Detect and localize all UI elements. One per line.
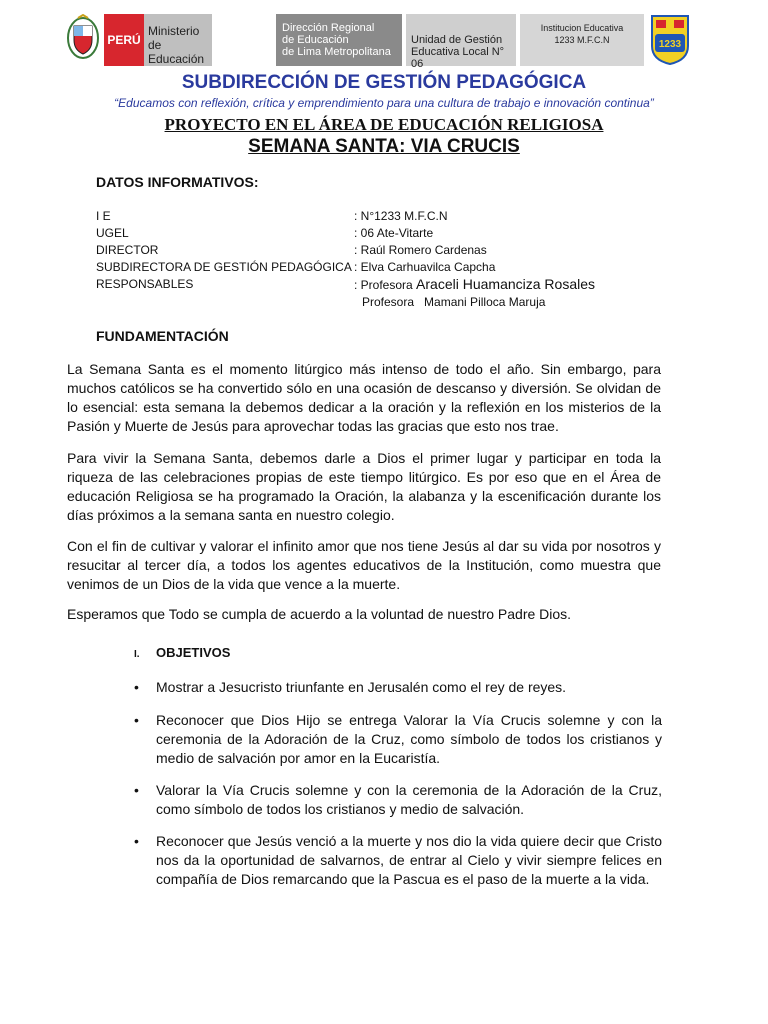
responsable-1-name: Araceli Huamanciza Rosales — [416, 276, 596, 292]
objetivos-heading — [134, 645, 230, 660]
paragraph: La Semana Santa es el momento litúrgico más intenso de todo el año. Sin embargo, para muchos católicos se ha convertido sólo en una ocasión de descanso y diversión. Se olvidan de lo esencial: esta semana la debemos dedicar a la oración y la reflexión en los misterios de la Pasión y Muerte de Jesús para aprovechar todas las gracias que esto nos trae. — [67, 361, 661, 434]
responsable-2-name: Mamani Pilloca Maruja — [424, 295, 546, 309]
bullet-icon: • — [134, 782, 139, 798]
header-banner — [66, 14, 702, 70]
datos-value: : Raúl Romero Cardenas — [354, 243, 487, 257]
badge-number: 1233 — [658, 39, 682, 50]
datos-row-subdirectora — [96, 259, 656, 276]
list-item-text: Reconocer que Dios Hijo se entrega Valorar la Vía Crucis solemne y con la ceremonia de la Adoración de la Cruz, como símbolo de todos los cristianos y medio de salvación por amor en la Eucaristía. — [156, 712, 662, 766]
paragraph: Con el fin de cultivar y valorar el infinito amor que nos tiene Jesús al dar su vida por nosotros y resucitar al tercer día, a todos los agentes educativos de la Institución, como muestra que venimos de un Dios de la vida que vence a la muerte. — [67, 538, 661, 592]
ministerio-logo — [104, 14, 212, 66]
list-item — [134, 781, 662, 821]
bullet-icon: • — [134, 833, 139, 849]
bullet-icon: • — [134, 679, 139, 695]
dre-line-1: Dirección Regional — [282, 22, 375, 34]
institucion-box — [520, 14, 644, 66]
paragraph: Esperamos que Todo se cumpla de acuerdo a la voluntad de nuestro Padre Dios. — [67, 606, 572, 622]
list-item — [134, 832, 662, 892]
ugel-line-1: Unidad de Gestión — [411, 34, 503, 46]
institucion-line-1: Institucion Educativa — [540, 23, 624, 33]
fundamentacion-heading: FUNDAMENTACIÓN — [96, 328, 229, 344]
ugel-logo — [406, 14, 516, 70]
datos-heading: DATOS INFORMATIVOS: — [96, 174, 259, 190]
datos-label: I E — [96, 209, 111, 223]
list-item-text: Reconocer que Jesús venció a la muerte y nos dio la vida quiere decir que Cristo nos da la oportunidad de salvarnos, de entrar al Cielo y vivir siempre felices en compañía de Dios remarcando que la Pascua es el paso de la muerte a la vida. — [156, 833, 662, 887]
datos-label: SUBDIRECTORA DE GESTIÓN PEDAGÓGICA — [96, 260, 352, 274]
datos-table — [96, 208, 656, 318]
datos-label: DIRECTOR — [96, 243, 159, 257]
datos-row-responsable-2 — [362, 294, 662, 311]
paragraph: Para vivir la Semana Santa, debemos darle a Dios el primer lugar y participar en toda la riqueza de las celebraciones propias de este tiempo litúrgico. Es por eso que en el Área de educación Religiosa se ha programado la Oración, la alabanza y la escenificación durante los días próximos a la semana santa en nuestro colegio. — [67, 450, 661, 523]
objetivos-number: I. — [134, 649, 140, 660]
peru-label: PERÚ — [104, 14, 144, 66]
subdireccion-title: SUBDIRECCIÓN DE GESTIÓN PEDAGÓGICA — [181, 72, 587, 93]
dre-logo — [276, 14, 402, 66]
datos-row-ugel — [96, 225, 656, 242]
datos-value: : N°1233 M.F.C.N — [354, 209, 448, 223]
datos-row-responsables — [96, 276, 656, 293]
document-title: SEMANA SANTA: VIA CRUCIS — [248, 136, 520, 157]
institucion-line-2: 1233 M.F.C.N — [554, 35, 610, 45]
datos-label: UGEL — [96, 226, 129, 240]
ministerio-line-1: Ministerio — [148, 24, 200, 38]
project-title: PROYECTO EN EL ÁREA DE EDUCACIÓN RELIGIOSA — [164, 115, 604, 134]
dre-line-2: de Educación — [282, 34, 349, 46]
ugel-line-2: Educativa Local N° 06 — [411, 46, 505, 70]
datos-row-ie — [96, 208, 656, 225]
dre-line-3: de Lima Metropolitana — [282, 46, 391, 58]
list-item — [134, 711, 662, 771]
datos-value: : Elva Carhuavilca Capcha — [354, 260, 496, 274]
list-item-text: Valorar la Vía Crucis solemne y con la ceremonia de la Adoración de la Cruz, como símbolo de todos los cristianos y medio de salvación. — [156, 782, 662, 817]
datos-value: : 06 Ate-Vitarte — [354, 226, 434, 240]
datos-label: RESPONSABLES — [96, 277, 194, 291]
peru-coat-of-arms-icon — [66, 14, 100, 62]
datos-row-director — [96, 242, 656, 259]
bullet-icon: • — [134, 712, 139, 728]
datos-value: : Profesora — [354, 278, 413, 292]
institutional-motto: “Educamos con reflexión, crítica y emprendimiento para una cultura de trabajo e innovación continua” — [114, 96, 654, 110]
objetivos-label: OBJETIVOS — [156, 645, 231, 660]
ministerio-line-2: de Educación — [148, 38, 205, 66]
list-item-text: Mostrar a Jesucristo triunfante en Jerusalén como el rey de reyes. — [156, 679, 567, 695]
list-item — [134, 678, 662, 698]
responsable-2-prefix: Profesora — [362, 295, 415, 309]
school-badge-icon — [650, 14, 690, 66]
